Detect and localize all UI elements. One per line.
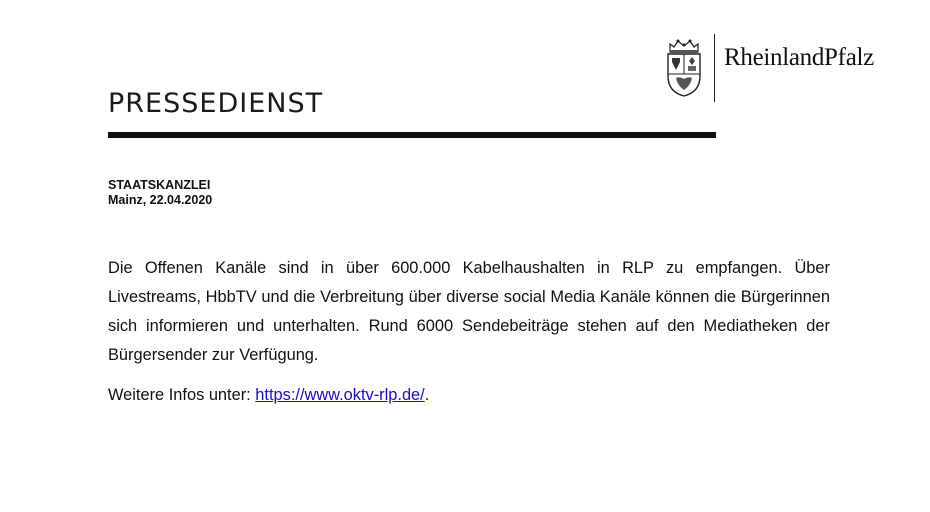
place-date: Mainz, 22.04.2020 <box>108 193 213 207</box>
state-crest-icon <box>664 38 704 98</box>
press-meta <box>108 178 212 208</box>
logo-wordmark: RheinlandPfalz <box>724 44 874 71</box>
state-logo <box>664 34 904 104</box>
page-title: PRESSEDIENST <box>108 88 324 119</box>
more-info-line <box>108 384 429 406</box>
more-info-prefix: Weitere Infos unter: <box>108 386 256 404</box>
more-info-suffix: . <box>424 386 430 404</box>
body-paragraph: Die Offenen Kanäle sind in über 600.000 Kabelhaushalten in RLP zu empfangen. Über Livestreams, HbbTV und die Verbreitung über diverse social Media Kanäle können die Bürgerinnen sich informieren und unterhalten. Rund 6000 Sendebeiträge stehen auf den Mediatheken der Bürgersender zur Verfügung. <box>108 259 830 364</box>
website-link[interactable]: https://www.oktv-rlp.de/ <box>255 386 425 404</box>
logo-divider <box>714 34 715 102</box>
header-rule <box>108 132 716 138</box>
department-label: STAATSKANZLEI <box>108 178 211 192</box>
